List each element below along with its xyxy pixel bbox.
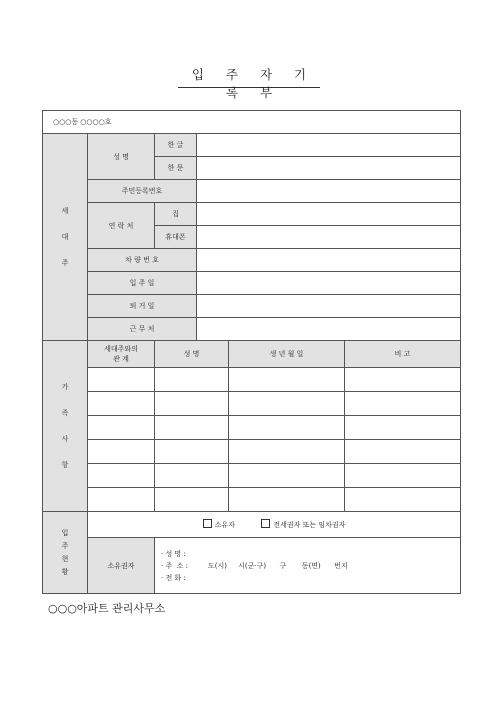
- family-birthdate-cell[interactable]: [229, 368, 345, 392]
- householder-section-label: 세 대 주: [43, 134, 88, 341]
- resident-number-label: 주민등록번호: [88, 180, 197, 203]
- vehicle-number-label: 차 량 번 호: [88, 249, 197, 272]
- family-name-cell[interactable]: [155, 368, 229, 392]
- family-note-cell[interactable]: [345, 464, 461, 488]
- vehicle-number-field[interactable]: [197, 249, 461, 272]
- owner-checkbox[interactable]: 소유자: [203, 521, 235, 529]
- family-relation-cell[interactable]: [88, 392, 155, 416]
- workplace-label: 근 무 처: [88, 318, 197, 341]
- table-row: [43, 392, 461, 416]
- family-birthdate-cell[interactable]: [229, 392, 345, 416]
- home-phone-label: 집: [155, 203, 197, 226]
- family-note-cell[interactable]: [345, 368, 461, 392]
- owner-address-line: · 주 소 : 도(시) 시(군·구) 구 동(면) 번지: [161, 561, 348, 570]
- move-in-date-field[interactable]: [197, 272, 461, 295]
- move-out-date-label: 퇴 거 일: [88, 295, 197, 318]
- family-relation-cell[interactable]: [88, 440, 155, 464]
- name-label: 성 명: [88, 134, 155, 180]
- tenant-checkbox[interactable]: 전세권자 또는 임차권자: [261, 521, 345, 529]
- family-header-relation: 세대주와의 관 계: [88, 341, 155, 368]
- family-birthdate-cell[interactable]: [229, 488, 345, 512]
- family-note-cell[interactable]: [345, 488, 461, 512]
- family-relation-cell[interactable]: [88, 368, 155, 392]
- owner-info[interactable]: [155, 538, 461, 594]
- move-out-date-field[interactable]: [197, 295, 461, 318]
- family-name-cell[interactable]: [155, 392, 229, 416]
- table-row: [43, 488, 461, 512]
- family-birthdate-cell[interactable]: [229, 440, 345, 464]
- owner-label: 소유권자: [88, 538, 155, 594]
- checkbox-icon: [203, 519, 212, 528]
- family-header-name: 성 명: [155, 341, 229, 368]
- owner-name-line: · 성 명 :: [161, 549, 186, 558]
- record-form-table: [42, 110, 461, 594]
- unit-number: ○○○동 ○○○○호: [43, 111, 461, 134]
- family-note-cell[interactable]: [345, 440, 461, 464]
- name-korean-field[interactable]: [197, 134, 461, 157]
- family-name-cell[interactable]: [155, 464, 229, 488]
- name-korean-label: 한 글: [155, 134, 197, 157]
- family-note-cell[interactable]: [345, 416, 461, 440]
- family-header-note: 비 고: [345, 341, 461, 368]
- family-birthdate-cell[interactable]: [229, 416, 345, 440]
- family-name-cell[interactable]: [155, 488, 229, 512]
- mobile-phone-field[interactable]: [197, 226, 461, 249]
- family-section-label: 가 족 사 항: [43, 341, 88, 512]
- name-hanja-label: 한 문: [155, 157, 197, 180]
- occupancy-section-label: 입 주 현 황: [43, 512, 88, 594]
- owner-phone-line: · 전 화 :: [161, 573, 186, 582]
- family-header-birthdate: 생 년 월 일: [229, 341, 345, 368]
- family-relation-cell[interactable]: [88, 488, 155, 512]
- table-row: [43, 440, 461, 464]
- table-row: [43, 368, 461, 392]
- workplace-field[interactable]: [197, 318, 461, 341]
- management-office-footer: ○○○아파트 관리사무소: [48, 602, 166, 615]
- checkbox-icon: [261, 519, 270, 528]
- table-row: [43, 416, 461, 440]
- page-title: 입 주 자 기 록 부: [178, 66, 320, 88]
- family-relation-cell[interactable]: [88, 464, 155, 488]
- table-row: [43, 464, 461, 488]
- family-birthdate-cell[interactable]: [229, 464, 345, 488]
- move-in-date-label: 입 주 일: [88, 272, 197, 295]
- family-note-cell[interactable]: [345, 392, 461, 416]
- family-relation-cell[interactable]: [88, 416, 155, 440]
- family-name-cell[interactable]: [155, 416, 229, 440]
- name-hanja-field[interactable]: [197, 157, 461, 180]
- occupancy-type-options: [88, 512, 461, 538]
- family-name-cell[interactable]: [155, 440, 229, 464]
- contact-label: 연 락 처: [88, 203, 155, 249]
- mobile-phone-label: 휴대폰: [155, 226, 197, 249]
- resident-number-field[interactable]: [197, 180, 461, 203]
- home-phone-field[interactable]: [197, 203, 461, 226]
